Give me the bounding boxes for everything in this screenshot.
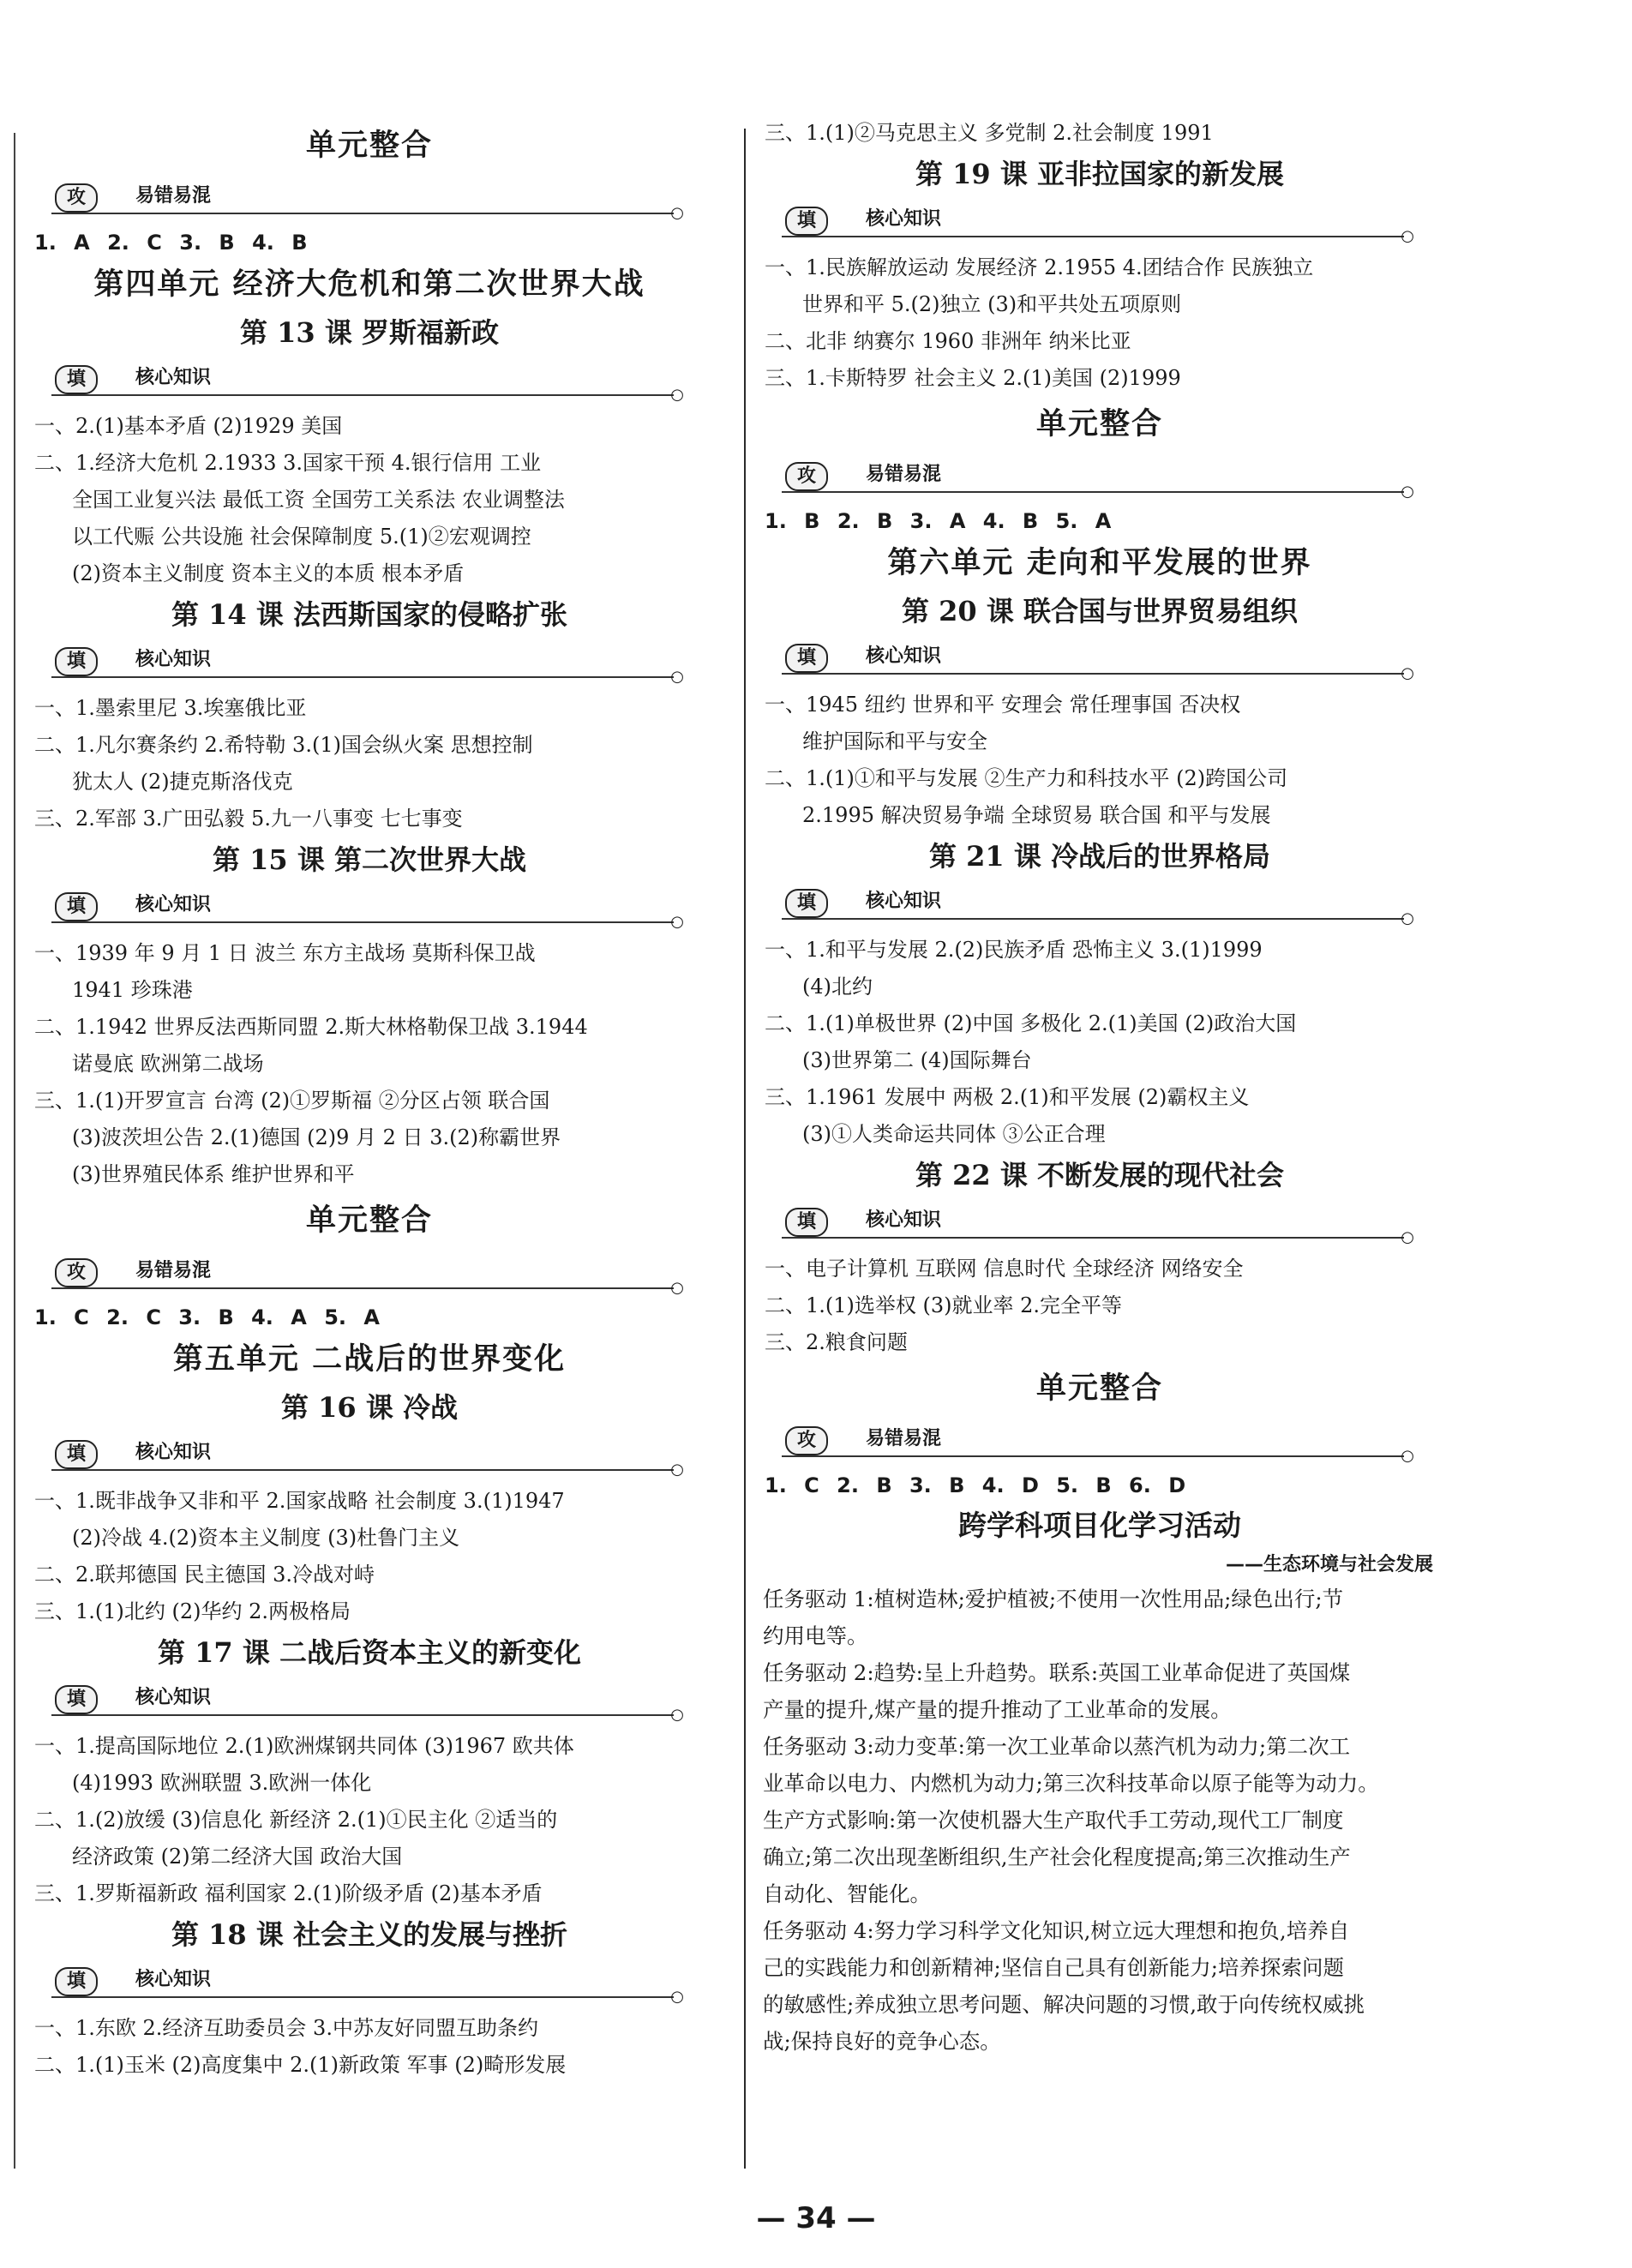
project-line: 产量的提升,煤产量的提升推动了工业革命的发展。 (763, 1697, 1232, 1722)
tag-label: 易错易混 (866, 464, 942, 485)
answer-line: 二、北非 纳赛尔 1960 非洲年 纳米比亚 (765, 329, 1131, 353)
tag-error-prone (761, 1416, 1438, 1465)
answer-choices: 1. A 2. C 3. B 4. B (34, 231, 308, 255)
circle-end-icon: ○ (1401, 483, 1414, 501)
answer-line: 三、1.卡斯特罗 社会主义 2.(1)美国 (2)1999 (765, 366, 1181, 390)
answer-line: 三、2.粮食问题 (765, 1330, 908, 1354)
answer-line: 全国工业复兴法 最低工资 全国劳工关系法 农业调整法 (72, 488, 565, 512)
column-divider (744, 129, 746, 2169)
lesson-title: 第 14 课 法西斯国家的侵略扩张 (171, 598, 567, 631)
tag-core-knowledge (31, 355, 708, 404)
lesson-title: 第 15 课 第二次世界大战 (213, 843, 526, 876)
attack-badge: 攻 (55, 1258, 98, 1287)
tag-underline (51, 1287, 674, 1289)
unit-title: 第五单元 二战后的世界变化 (172, 1342, 567, 1377)
answer-line: 以工代赈 公共设施 社会保障制度 5.(1)②宏观调控 (72, 525, 531, 549)
tag-label: 核心知识 (135, 367, 212, 388)
tag-underline (51, 1714, 674, 1716)
project-line: 己的实践能力和创新精神;坚信自己具有创新能力;培养探索问题 (763, 1955, 1345, 1980)
lesson-title: 第 22 课 不断发展的现代社会 (915, 1159, 1284, 1191)
answer-line: 二、1.(2)放缓 (3)信息化 新经济 2.(1)①民主化 ②适当的 (34, 1808, 558, 1832)
answer-line: 二、1.凡尔赛条约 2.希特勒 3.(1)国会纵火案 思想控制 (34, 733, 533, 757)
answer-line: 2.1995 解决贸易争端 全球贸易 联合国 和平与发展 (802, 803, 1271, 827)
answer-line: 二、1.(1)①和平与发展 ②生产力和科技水平 (2)跨国公司 (765, 766, 1288, 790)
answer-line: 二、1.(1)选举权 (3)就业率 2.完全平等 (765, 1293, 1123, 1317)
circle-end-icon: ○ (670, 913, 684, 931)
tag-core-knowledge (31, 882, 708, 931)
tag-label: 核心知识 (135, 1687, 212, 1708)
tag-label: 核心知识 (135, 1969, 212, 1990)
attack-badge: 攻 (55, 183, 98, 213)
tag-underline (51, 921, 674, 923)
circle-end-icon: ○ (670, 1988, 684, 2006)
project-line: 的敏感性;养成独立思考问题、解决问题的习惯,敢于向传统权威挑 (763, 1992, 1365, 2017)
tag-underline (51, 394, 674, 396)
page-number: — 34 — (756, 2201, 876, 2235)
fill-badge: 填 (785, 1208, 828, 1237)
tag-label: 核心知识 (866, 645, 942, 667)
tag-label: 核心知识 (866, 208, 942, 230)
tag-underline (782, 673, 1404, 675)
answer-line: 二、1.(1)单极世界 (2)中国 多极化 2.(1)美国 (2)政治大国 (765, 1011, 1297, 1035)
tag-core-knowledge (761, 879, 1438, 927)
circle-end-icon: ○ (670, 204, 684, 222)
tag-core-knowledge (31, 1675, 708, 1724)
tag-underline (51, 676, 674, 678)
lesson-title: 第 16 课 冷战 (281, 1391, 458, 1424)
unit-review-heading: 单元整合 (1035, 1371, 1163, 1406)
answer-choices: 1. C 2. B 3. B 4. D 5. B 6. D (765, 1473, 1186, 1497)
fill-badge: 填 (55, 1440, 98, 1469)
answer-line: 犹太人 (2)捷克斯洛伐克 (72, 770, 293, 794)
unit-title: 第四单元 经济大危机和第二次世界大战 (93, 267, 645, 302)
answer-line: 三、1.罗斯福新政 福利国家 2.(1)阶级矛盾 (2)基本矛盾 (34, 1881, 543, 1905)
fill-badge: 填 (55, 365, 98, 394)
fill-badge: 填 (785, 207, 828, 236)
tag-core-knowledge (761, 633, 1438, 682)
lesson-title: 第 20 课 联合国与世界贸易组织 (902, 595, 1298, 627)
project-line: 战;保持良好的竞争心态。 (763, 2029, 1001, 2054)
answer-line: 一、1.和平与发展 2.(2)民族矛盾 恐怖主义 3.(1)1999 (765, 938, 1263, 962)
answer-line: 三、1.1961 发展中 两极 2.(1)和平发展 (2)霸权主义 (765, 1085, 1250, 1109)
project-subtitle: ——生态环境与社会发展 (1225, 1554, 1433, 1575)
project-title: 跨学科项目化学习活动 (958, 1509, 1241, 1542)
answer-line: (2)资本主义制度 资本主义的本质 根本矛盾 (72, 561, 465, 585)
answer-line: (3)世界殖民体系 维护世界和平 (72, 1162, 355, 1186)
fill-badge: 填 (55, 892, 98, 921)
project-line: 生产方式影响:第一次使机器大生产取代手工劳动,现代工厂制度 (763, 1808, 1344, 1833)
fill-badge: 填 (785, 889, 828, 918)
tag-label: 核心知识 (866, 1209, 942, 1231)
tag-label: 易错易混 (135, 185, 212, 207)
project-line: 自动化、智能化。 (763, 1881, 931, 1906)
unit-review-heading: 单元整合 (305, 129, 433, 163)
answer-line: 一、电子计算机 互联网 信息时代 全球经济 网络安全 (765, 1257, 1244, 1281)
answer-line: 二、2.联邦德国 民主德国 3.冷战对峙 (34, 1563, 375, 1587)
lesson-title: 第 21 课 冷战后的世界格局 (929, 840, 1270, 873)
circle-end-icon: ○ (1401, 909, 1414, 927)
tag-label: 核心知识 (866, 891, 942, 912)
answer-line: (4)北约 (802, 975, 873, 999)
lesson-title: 第 19 课 亚非拉国家的新发展 (915, 158, 1284, 190)
answer-choices: 1. B 2. B 3. A 4. B 5. A (765, 509, 1112, 533)
tag-underline (51, 213, 674, 214)
answer-line: 维护国际和平与安全 (802, 729, 987, 753)
tag-label: 核心知识 (135, 649, 212, 670)
attack-badge: 攻 (785, 462, 828, 491)
tag-error-prone (761, 452, 1438, 501)
tag-core-knowledge (761, 196, 1438, 245)
fill-badge: 填 (55, 1685, 98, 1714)
answer-choices: 1. C 2. C 3. B 4. A 5. A (34, 1305, 380, 1329)
answer-line: 一、1.既非战争又非和平 2.国家战略 社会制度 3.(1)1947 (34, 1489, 565, 1513)
tag-label: 易错易混 (135, 1260, 212, 1281)
circle-end-icon: ○ (1401, 1447, 1414, 1465)
answer-line: 一、1.民族解放运动 发展经济 2.1955 4.团结合作 民族独立 (765, 255, 1314, 279)
answer-line: (3)波茨坦公告 2.(1)德国 (2)9 月 2 日 3.(2)称霸世界 (72, 1125, 561, 1149)
unit-title: 第六单元 走向和平发展的世界 (887, 546, 1312, 580)
right-column (761, 118, 1438, 2060)
tag-label: 核心知识 (135, 894, 212, 915)
answer-line: (3)①人类命运共同体 ③公正合理 (802, 1122, 1106, 1146)
lesson-title: 第 18 课 社会主义的发展与挫折 (171, 1918, 567, 1951)
tag-underline (51, 1469, 674, 1471)
tag-underline (782, 236, 1404, 237)
project-line: 任务驱动 2:趋势:呈上升趋势。联系:英国工业革命促进了英国煤 (763, 1660, 1351, 1685)
left-margin-line (14, 133, 15, 2169)
answer-line: 经济政策 (2)第二经济大国 政治大国 (72, 1845, 403, 1869)
tag-underline (782, 1455, 1404, 1457)
project-line: 约用电等。 (763, 1623, 868, 1648)
answer-line: 一、1.墨索里尼 3.埃塞俄比亚 (34, 696, 307, 720)
answer-line: 二、1.经济大危机 2.1933 3.国家干预 4.银行信用 工业 (34, 451, 542, 475)
project-line: 确立;第二次出现垄断组织,生产社会化程度提高;第三次推动生产 (763, 1845, 1351, 1869)
circle-end-icon: ○ (670, 1706, 684, 1724)
fill-badge: 填 (55, 1967, 98, 1996)
fill-badge: 填 (785, 644, 828, 673)
answer-line: 诺曼底 欧洲第二战场 (72, 1052, 264, 1076)
answer-line: 1941 珍珠港 (72, 978, 193, 1002)
answer-line: (4)1993 欧洲联盟 3.欧洲一体化 (72, 1771, 372, 1795)
tag-core-knowledge (31, 637, 708, 686)
lesson-title: 第 17 课 二战后资本主义的新变化 (158, 1636, 581, 1669)
answer-line: 三、1.(1)开罗宣言 台湾 (2)①罗斯福 ②分区占领 联合国 (34, 1089, 550, 1113)
unit-review-heading: 单元整合 (1035, 407, 1163, 441)
tag-label: 核心知识 (135, 1442, 212, 1463)
answer-line: 一、2.(1)基本矛盾 (2)1929 美国 (34, 414, 343, 438)
unit-review-heading: 单元整合 (305, 1203, 433, 1238)
answer-line: 三、2.军部 3.广田弘毅 5.九一八事变 七七事变 (34, 807, 463, 831)
circle-end-icon: ○ (670, 1461, 684, 1479)
answer-line: 三、1.(1)②马克思主义 多党制 2.社会制度 1991 (765, 121, 1214, 145)
circle-end-icon: ○ (670, 1279, 684, 1297)
fill-badge: 填 (55, 647, 98, 676)
project-line: 任务驱动 3:动力变革:第一次工业革命以蒸汽机为动力;第二次工 (763, 1734, 1351, 1759)
tag-core-knowledge (31, 1957, 708, 2006)
tag-error-prone (31, 173, 708, 222)
answer-line: 世界和平 5.(2)独立 (3)和平共处五项原则 (802, 292, 1182, 316)
attack-badge: 攻 (785, 1426, 828, 1455)
circle-end-icon: ○ (1401, 227, 1414, 245)
tag-core-knowledge (761, 1197, 1438, 1246)
project-line: 任务驱动 1:植树造林;爱护植被;不使用一次性用品;绿色出行;节 (763, 1587, 1344, 1611)
left-column (31, 118, 708, 2084)
answer-line: 一、1.提高国际地位 2.(1)欧洲煤钢共同体 (3)1967 欧共体 (34, 1734, 574, 1758)
circle-end-icon: ○ (670, 386, 684, 404)
answer-line: 三、1.(1)北约 (2)华约 2.两极格局 (34, 1599, 351, 1623)
tag-core-knowledge (31, 1430, 708, 1479)
tag-underline (782, 491, 1404, 493)
circle-end-icon: ○ (670, 668, 684, 686)
answer-line: 一、1.东欧 2.经济互助委员会 3.中苏友好同盟互助条约 (34, 2016, 538, 2040)
tag-underline (782, 1237, 1404, 1239)
circle-end-icon: ○ (1401, 664, 1414, 682)
project-line: 任务驱动 4:努力学习科学文化知识,树立远大理想和抱负,培养自 (763, 1918, 1350, 1943)
answer-line: 一、1939 年 9 月 1 日 波兰 东方主战场 莫斯科保卫战 (34, 941, 536, 965)
tag-underline (51, 1996, 674, 1998)
answer-line: (3)世界第二 (4)国际舞台 (802, 1048, 1032, 1072)
circle-end-icon: ○ (1401, 1228, 1414, 1246)
answer-line: (2)冷战 4.(2)资本主义制度 (3)杜鲁门主义 (72, 1526, 460, 1550)
tag-error-prone (31, 1248, 708, 1297)
project-line: 业革命以电力、内燃机为动力;第三次科技革命以原子能等为动力。 (763, 1771, 1379, 1796)
answer-line: 二、1.(1)玉米 (2)高度集中 2.(1)新政策 军事 (2)畸形发展 (34, 2053, 567, 2077)
lesson-title: 第 13 课 罗斯福新政 (240, 316, 499, 349)
tag-label: 易错易混 (866, 1428, 942, 1449)
answer-line: 二、1.1942 世界反法西斯同盟 2.斯大林格勒保卫战 3.1944 (34, 1015, 588, 1039)
tag-underline (782, 918, 1404, 920)
answer-line: 一、1945 纽约 世界和平 安理会 常任理事国 否决权 (765, 693, 1241, 717)
